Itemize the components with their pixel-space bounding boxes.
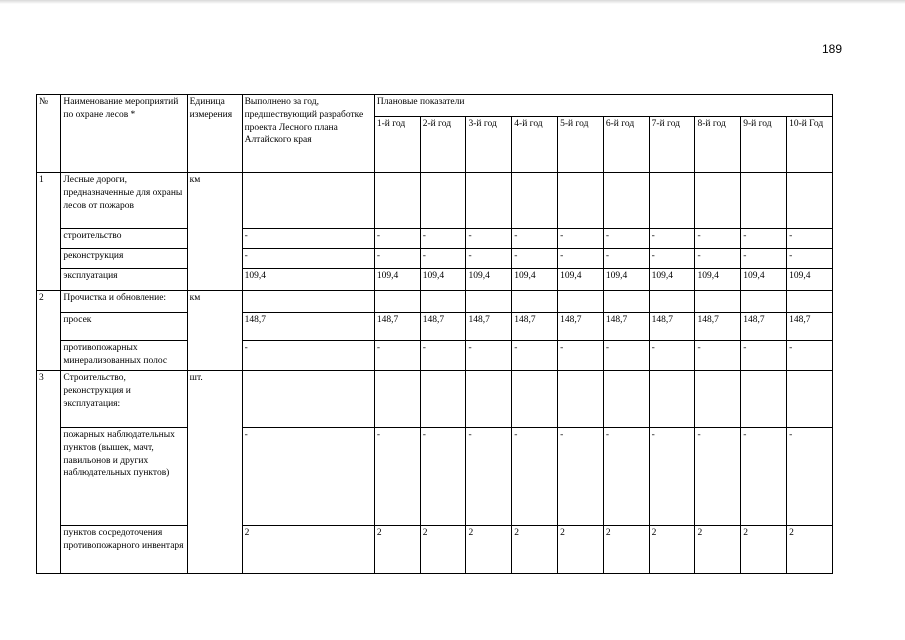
page-number: 189 (822, 42, 843, 56)
done-cell (242, 173, 374, 229)
header-name: Наименование мероприятий по охране лесов * (61, 95, 187, 173)
row-year-value: - (695, 341, 741, 371)
row-year-value: 109,4 (374, 269, 420, 291)
row-done-value: - (242, 249, 374, 269)
header-plan: Плановые показатели (374, 95, 832, 117)
row-year-value: - (603, 428, 649, 526)
row-year-value: 109,4 (741, 269, 787, 291)
row-year-value: 2 (741, 526, 787, 574)
row-year-value: 148,7 (787, 313, 833, 341)
row-year-value: - (374, 229, 420, 249)
row-year-value: 148,7 (466, 313, 512, 341)
table-row (37, 341, 833, 371)
row-year-value: 109,4 (466, 269, 512, 291)
done-cell (242, 291, 374, 313)
value-cell (741, 291, 787, 313)
row-year-value: - (466, 341, 512, 371)
row-year-value: - (787, 229, 833, 249)
row-year-value: - (741, 229, 787, 249)
row-year-value: - (649, 428, 695, 526)
row-year-value: 148,7 (558, 313, 604, 341)
group-number: 2 (37, 291, 61, 371)
row-year-value: - (512, 428, 558, 526)
row-year-value: 148,7 (649, 313, 695, 341)
row-done-value: 2 (242, 526, 374, 574)
value-cell (374, 173, 420, 229)
group-title-row (37, 291, 833, 313)
value-cell (512, 291, 558, 313)
row-year-value: - (603, 249, 649, 269)
row-year-value: - (741, 341, 787, 371)
row-year-value: 148,7 (695, 313, 741, 341)
row-year-value: 148,7 (420, 313, 466, 341)
row-year-value: - (649, 229, 695, 249)
header-year: 9-й год (741, 117, 787, 173)
row-year-value: 148,7 (374, 313, 420, 341)
row-year-value: - (558, 229, 604, 249)
value-cell (603, 291, 649, 313)
value-cell (512, 173, 558, 229)
value-cell (420, 173, 466, 229)
row-year-value: - (695, 229, 741, 249)
header-no: № (37, 95, 61, 173)
value-cell (741, 173, 787, 229)
header-unit: Единица измерения (187, 95, 242, 173)
row-year-value: - (741, 428, 787, 526)
row-year-value: 2 (695, 526, 741, 574)
group-number: 1 (37, 173, 61, 291)
table-row (37, 313, 833, 341)
group-title-row (37, 371, 833, 428)
group-title: Лесные дороги, предназначенные для охраны лесов от пожаров (61, 173, 187, 229)
value-cell (695, 371, 741, 428)
row-year-value: - (649, 249, 695, 269)
row-year-value: 109,4 (558, 269, 604, 291)
group-title: Прочистка и обновление: (61, 291, 187, 313)
value-cell (741, 371, 787, 428)
value-cell (649, 371, 695, 428)
table-row (37, 249, 833, 269)
row-year-value: - (558, 249, 604, 269)
row-year-value: 109,4 (603, 269, 649, 291)
row-year-value: 109,4 (787, 269, 833, 291)
value-cell (787, 291, 833, 313)
row-year-value: 2 (603, 526, 649, 574)
row-year-value: - (787, 341, 833, 371)
header-year: 4-й год (512, 117, 558, 173)
row-done-value: - (242, 341, 374, 371)
group-number: 3 (37, 371, 61, 574)
row-year-value: 2 (558, 526, 604, 574)
row-year-value: - (603, 341, 649, 371)
row-done-value: 148,7 (242, 313, 374, 341)
forest-protection-table (36, 94, 833, 574)
row-year-value: - (420, 249, 466, 269)
row-year-value: 2 (374, 526, 420, 574)
row-year-value: 148,7 (741, 313, 787, 341)
header-year: 10-й Год (787, 117, 833, 173)
row-name: пунктов сосредоточения противопожарного инвентаря (61, 526, 187, 574)
value-cell (374, 291, 420, 313)
row-year-value: 2 (787, 526, 833, 574)
header-row (37, 95, 833, 117)
row-year-value: 109,4 (420, 269, 466, 291)
row-name: противопожарных минерализованных полос (61, 341, 187, 371)
group-unit: км (187, 173, 242, 291)
group-title-row (37, 173, 833, 229)
value-cell (420, 371, 466, 428)
row-year-value: - (603, 229, 649, 249)
header-year: 6-й год (603, 117, 649, 173)
row-year-value: - (374, 249, 420, 269)
value-cell (603, 173, 649, 229)
value-cell (649, 291, 695, 313)
row-year-value: 2 (420, 526, 466, 574)
value-cell (558, 291, 604, 313)
row-year-value: - (466, 229, 512, 249)
value-cell (787, 371, 833, 428)
value-cell (649, 173, 695, 229)
row-year-value: - (512, 341, 558, 371)
value-cell (512, 371, 558, 428)
value-cell (466, 371, 512, 428)
value-cell (787, 173, 833, 229)
row-year-value: - (695, 428, 741, 526)
table-row (37, 229, 833, 249)
row-year-value: 148,7 (512, 313, 558, 341)
value-cell (466, 291, 512, 313)
table-row (37, 526, 833, 574)
row-name: эксплуатация (61, 269, 187, 291)
row-name: строительство (61, 229, 187, 249)
row-year-value: 109,4 (649, 269, 695, 291)
row-year-value: - (787, 249, 833, 269)
value-cell (466, 173, 512, 229)
table-row (37, 428, 833, 526)
value-cell (695, 173, 741, 229)
row-done-value: 109,4 (242, 269, 374, 291)
row-year-value: - (558, 428, 604, 526)
value-cell (558, 371, 604, 428)
value-cell (695, 291, 741, 313)
row-year-value: - (420, 229, 466, 249)
value-cell (603, 371, 649, 428)
row-year-value: - (466, 428, 512, 526)
header-year: 5-й год (558, 117, 604, 173)
table-row (37, 269, 833, 291)
row-year-value: 2 (512, 526, 558, 574)
row-year-value: 2 (649, 526, 695, 574)
row-year-value: - (558, 341, 604, 371)
header-done: Выполнено за год, предшествующий разработке проекта Лесного плана Алтайского края (242, 95, 374, 173)
row-year-value: - (741, 249, 787, 269)
group-unit: км (187, 291, 242, 371)
value-cell (374, 371, 420, 428)
row-year-value: - (374, 428, 420, 526)
header-year: 3-й год (466, 117, 512, 173)
row-name: просек (61, 313, 187, 341)
header-year: 7-й год (649, 117, 695, 173)
scan-top-edge (0, 0, 905, 4)
row-year-value: - (466, 249, 512, 269)
row-year-value: - (512, 249, 558, 269)
row-year-value: - (512, 229, 558, 249)
row-year-value: - (420, 428, 466, 526)
row-year-value: - (649, 341, 695, 371)
group-unit: шт. (187, 371, 242, 574)
row-name: реконструкция (61, 249, 187, 269)
row-year-value: - (374, 341, 420, 371)
row-year-value: - (695, 249, 741, 269)
header-year: 1-й год (374, 117, 420, 173)
row-name: пожарных наблюдательных пунктов (вышек, мачт, павильонов и других наблюдательных пунктов) (61, 428, 187, 526)
value-cell (558, 173, 604, 229)
row-year-value: 148,7 (603, 313, 649, 341)
row-year-value: 109,4 (695, 269, 741, 291)
row-year-value: - (787, 428, 833, 526)
value-cell (420, 291, 466, 313)
row-done-value: - (242, 428, 374, 526)
done-cell (242, 371, 374, 428)
header-year: 8-й год (695, 117, 741, 173)
row-done-value: - (242, 229, 374, 249)
group-title: Строительство, реконструкция и эксплуатация: (61, 371, 187, 428)
row-year-value: - (420, 341, 466, 371)
row-year-value: 2 (466, 526, 512, 574)
row-year-value: 109,4 (512, 269, 558, 291)
header-year: 2-й год (420, 117, 466, 173)
